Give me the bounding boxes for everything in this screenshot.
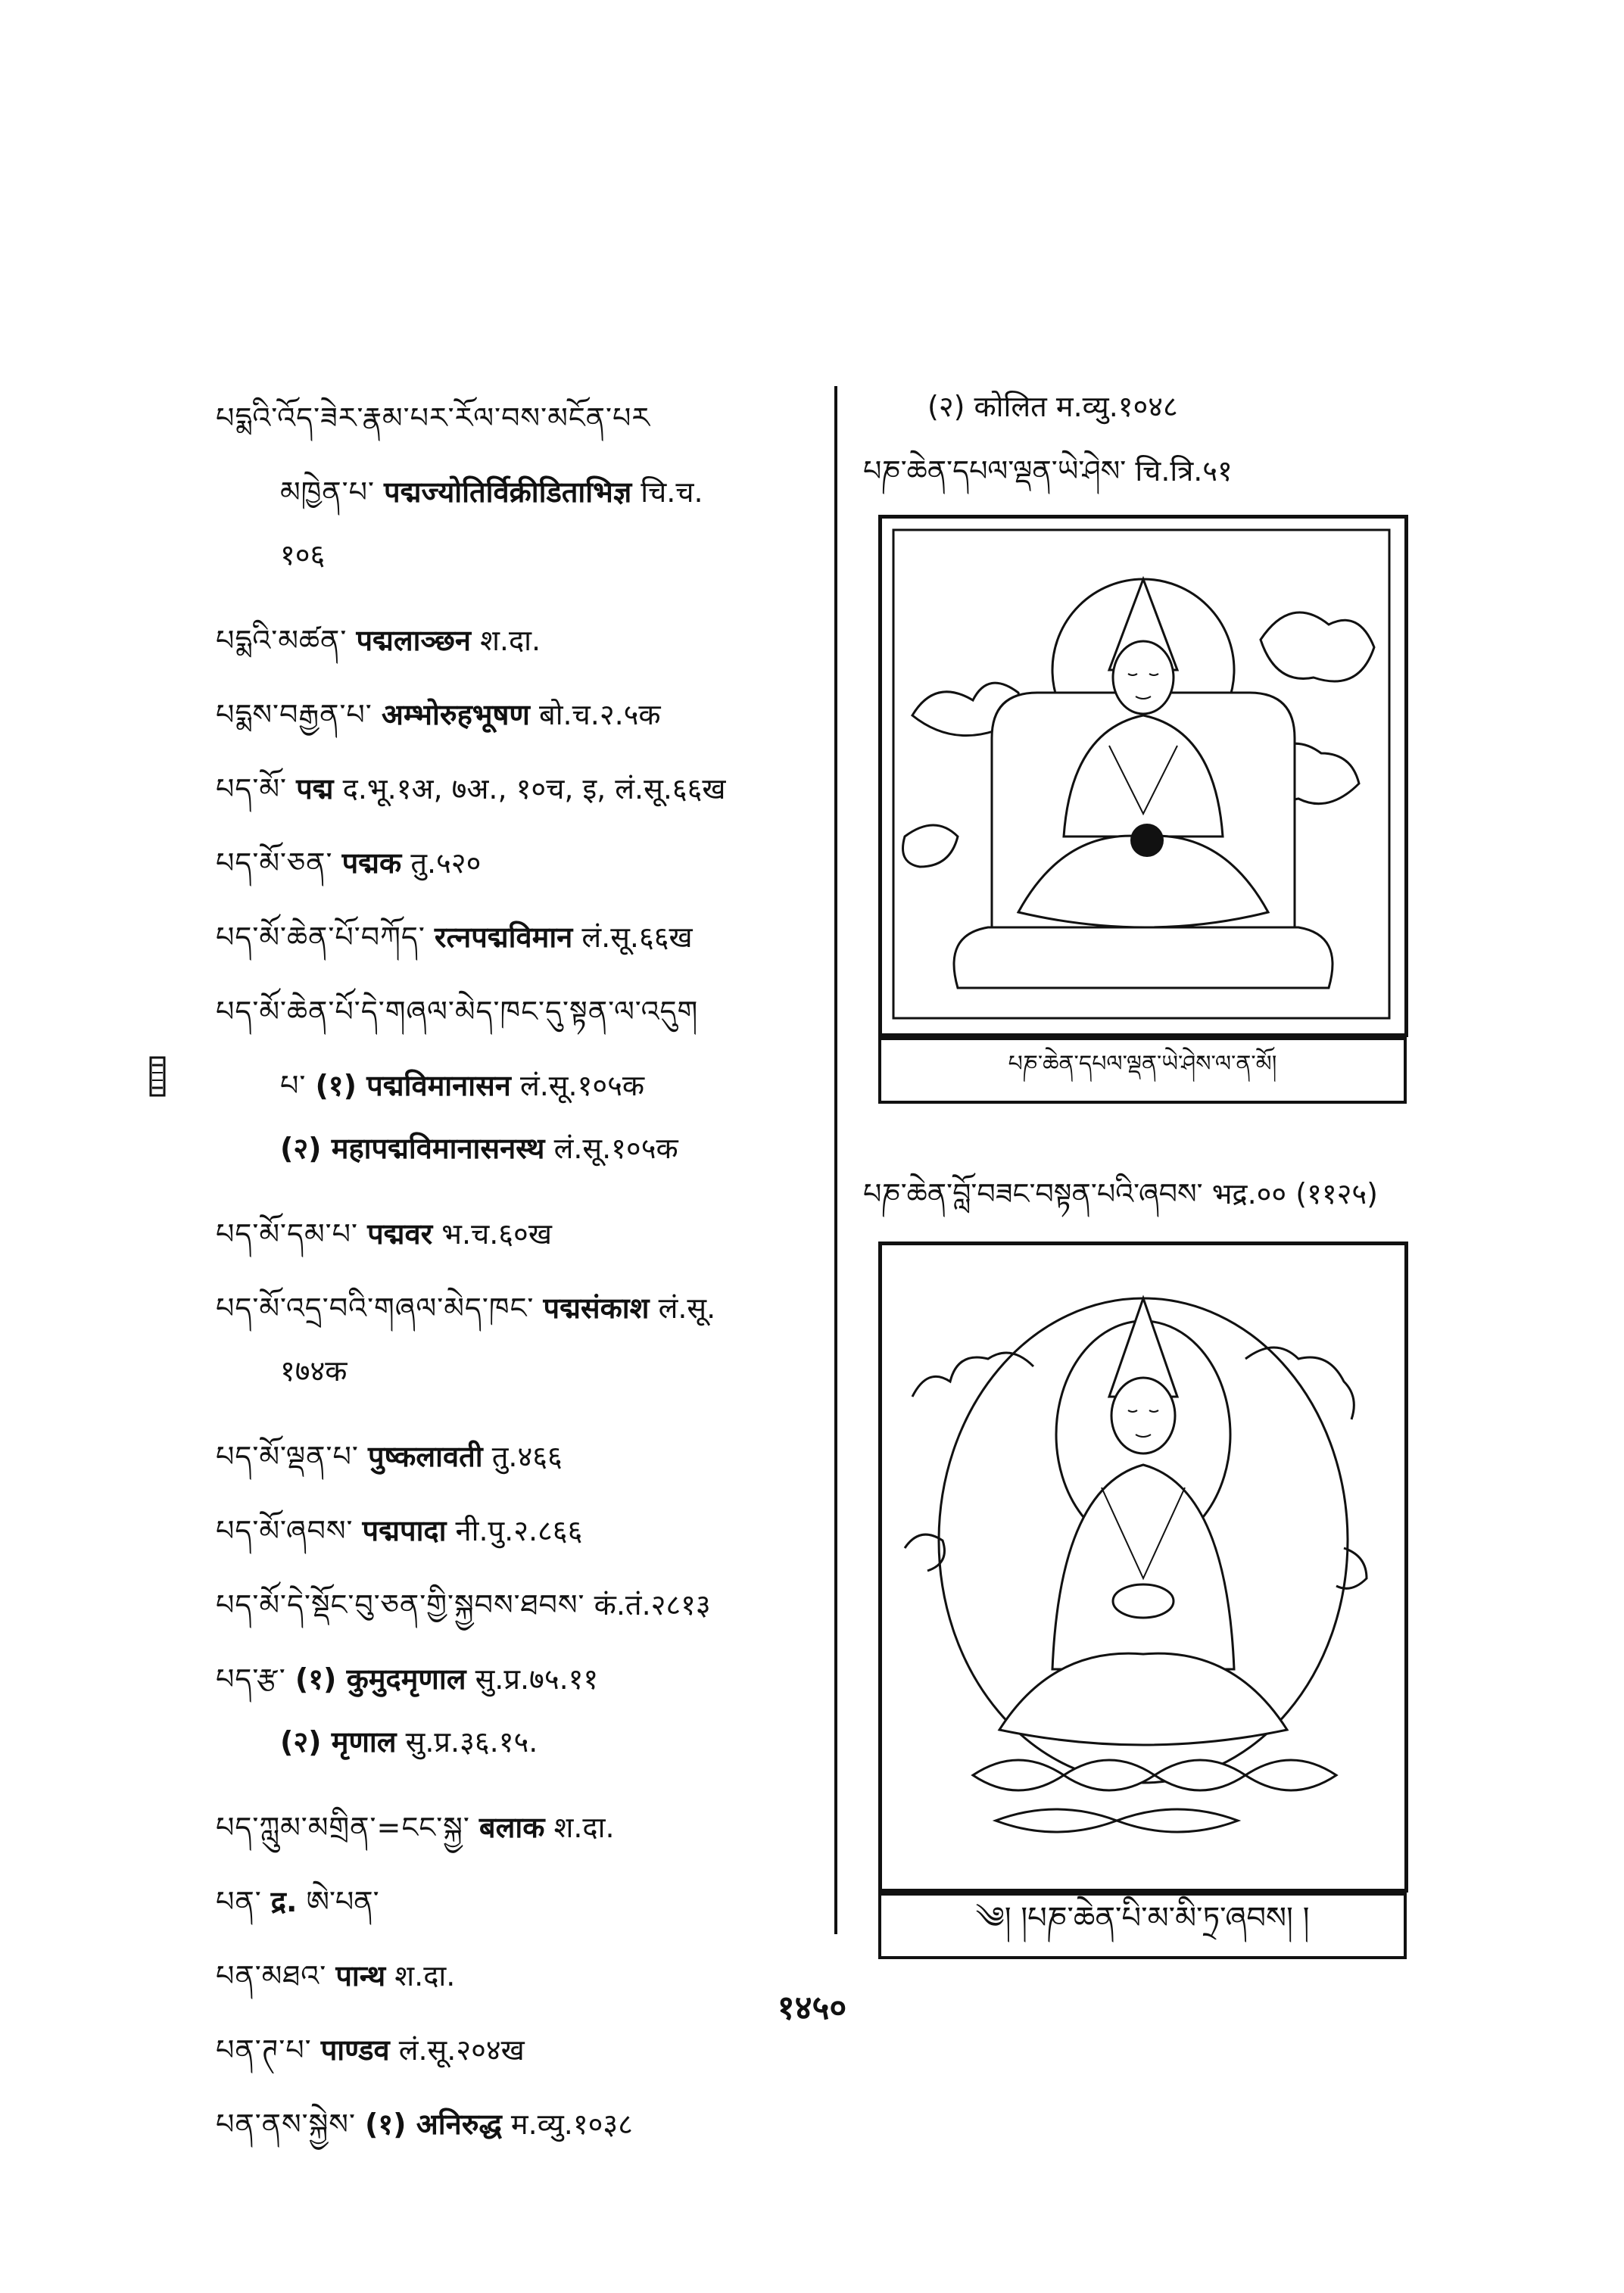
entry-tibetan: པན་ནས་སྐྱེས་ bbox=[216, 2108, 356, 2141]
entry-tibetan: པད་རྩ་ bbox=[216, 1662, 286, 1696]
entry-tibetan: པ་ bbox=[280, 1069, 307, 1102]
entry-sanskrit: पद्मवर bbox=[367, 1217, 433, 1251]
entry-reference: सु.प्र.३६.१५. bbox=[405, 1725, 538, 1759]
illustration-panchen-2 bbox=[878, 1242, 1408, 1893]
entry-reference: लं.सू. bbox=[658, 1291, 716, 1325]
caption-1-text: པཎ་ཆེན་དཔལ་ལྡན་ཡེ་ཤེས་ལ་ན་མོ། bbox=[1008, 1051, 1277, 1077]
entry-tibetan: པད་མོ་ལྡན་པ་ bbox=[216, 1440, 359, 1473]
dictionary-entry bbox=[216, 1796, 844, 1870]
entry-tibetan: པད་མོ་ཞབས་ bbox=[216, 1514, 354, 1547]
entry-tibetan: པན་མཐའ་ bbox=[216, 1959, 327, 1992]
entry-reference: लं.सू.२०४ख bbox=[398, 2033, 525, 2067]
entry-tibetan: པན་ཊ་པ་ bbox=[216, 2033, 312, 2067]
dictionary-entry bbox=[216, 1870, 844, 1944]
dictionary-entry bbox=[216, 1054, 844, 1128]
entry-reference: तु.४६६ bbox=[491, 1440, 563, 1473]
dictionary-entry bbox=[216, 2018, 844, 2092]
entry-sanskrit: पद्म bbox=[296, 772, 334, 805]
dictionary-entry bbox=[216, 980, 844, 1054]
dictionary-entry bbox=[216, 905, 844, 980]
dictionary-entry bbox=[216, 609, 844, 683]
entry-sanskrit: रत्नपद्मविमान bbox=[434, 921, 573, 954]
entry-sanskrit: पद्मक bbox=[341, 846, 402, 880]
entry-reference: कं.तं.२८१३ bbox=[594, 1588, 711, 1622]
right-line-2-tib: པཎ་ཆེན་དཔལ་ལྡན་ཡེ་ཤེས་ bbox=[863, 454, 1127, 488]
dictionary-entry bbox=[216, 2092, 844, 2167]
lama-figure-2 bbox=[882, 1245, 1404, 1889]
heading-2-tib: པཎ་ཆེན་བློ་བཟང་བསྟན་པའི་ཞབས་ bbox=[863, 1177, 1203, 1210]
entry-reference: श.दा. bbox=[480, 624, 541, 657]
column-divider bbox=[834, 386, 837, 1934]
illustration-panchen-1 bbox=[878, 515, 1408, 1037]
entry-tibetan: པན་ bbox=[216, 1885, 262, 1918]
entry-sanskrit: (२) महापद्मविमानासनस्थ bbox=[280, 1132, 545, 1165]
entry-reference: बो.च.२.५क bbox=[539, 698, 661, 731]
caption-2-text: ༄། །པཎ་ཆེན་པི་མ་མི་ཏྲ་ཞབས། ། bbox=[975, 1900, 1310, 1936]
entry-reference: १७४क bbox=[280, 1354, 348, 1388]
dictionary-left-column bbox=[216, 386, 844, 2167]
dictionary-entry bbox=[216, 1573, 844, 1647]
illustration-caption-2 bbox=[878, 1893, 1407, 1959]
entry-sanskrit: अम्भोरुहभूषण bbox=[381, 698, 530, 731]
dictionary-entry bbox=[216, 831, 844, 905]
entry-sanskrit: पुष्कलावती bbox=[367, 1440, 483, 1473]
lama-figure-1 bbox=[882, 519, 1404, 1033]
heading-2-ref: भद्र.०० (११२५) bbox=[1211, 1177, 1378, 1210]
illustration-2-heading bbox=[863, 1162, 1378, 1243]
entry-reference: १०६ bbox=[280, 538, 326, 572]
entry-reference: द.भू.१अ, ७अ., १०च, इ, लं.सू.६६ख bbox=[342, 772, 726, 805]
right-line-2 bbox=[863, 439, 1469, 492]
entry-reference: श.दा. bbox=[553, 1811, 615, 1844]
entry-tibetan: པདྨས་བརྒྱན་པ་ bbox=[216, 698, 372, 731]
entry-sanskrit: पाण्डव bbox=[320, 2033, 390, 2067]
entry-sanskrit: (१) अनिरुद्ध bbox=[365, 2108, 502, 2141]
entry-reference: श.दा. bbox=[394, 1959, 456, 1992]
dictionary-entry bbox=[216, 386, 844, 460]
entry-reference: ཨེ་པན་ bbox=[306, 1885, 379, 1918]
entry-sanskrit: पान्थ bbox=[335, 1959, 386, 1992]
page-number: १४५० bbox=[777, 1989, 847, 2027]
dictionary-entry bbox=[216, 1721, 844, 1796]
entry-sanskrit: पद्मज्योतिर्विक्रीडिताभिज्ञ bbox=[384, 475, 632, 509]
entry-reference: नी.पु.२.८६६ bbox=[455, 1514, 583, 1547]
right-line-1: (२) कोलित म.व्यु.१०४८ bbox=[927, 390, 1178, 423]
entry-reference: लं.सू.६६ख bbox=[581, 921, 693, 954]
entry-tibetan: པད་མོ་དམ་པ་ bbox=[216, 1217, 358, 1251]
entry-reference: म.व्यु.१०३८ bbox=[510, 2108, 633, 2141]
right-column bbox=[863, 386, 1469, 492]
entry-sanskrit: (१) पद्मविमानासन bbox=[315, 1069, 511, 1102]
right-line-2-ref: चि.त्रि.५१ bbox=[1135, 454, 1233, 488]
entry-tibetan: པད་མོ་ bbox=[216, 772, 287, 805]
entry-sanskrit: (१) कुमुदमृणाल bbox=[295, 1662, 466, 1696]
entry-tibetan: པད་མོ་ཅན་ bbox=[216, 846, 333, 880]
entry-reference: चि.च. bbox=[641, 475, 703, 509]
dictionary-entry bbox=[216, 460, 844, 534]
illustration-caption-1 bbox=[878, 1037, 1407, 1104]
entry-sanskrit: द्र. bbox=[270, 1885, 298, 1918]
entry-reference: तु.५२० bbox=[410, 846, 482, 880]
entry-tibetan: མཁྱེན་པ་ bbox=[280, 475, 375, 509]
entry-sanskrit: पद्मपादा bbox=[362, 1514, 447, 1547]
entry-tibetan: པདྨའི་མཚན་ bbox=[216, 624, 348, 657]
entry-reference: लं.सू.१०५क bbox=[519, 1069, 645, 1102]
entry-sanskrit: पद्मसंकाश bbox=[543, 1291, 650, 1325]
dictionary-entry bbox=[216, 1276, 844, 1351]
entry-tibetan: པད་མོ་ཆེན་པོ་དེ་གཞལ་མེད་ཁང་དུ་སྟན་ལ་འདུག bbox=[216, 995, 699, 1028]
entry-reference: सु.प्र.७५.११ bbox=[475, 1662, 599, 1696]
entry-tibetan: པད་མོ་འདྲ་བའི་གཞལ་མེད་ཁང་ bbox=[216, 1291, 535, 1325]
dictionary-entry bbox=[216, 1499, 844, 1573]
entry-tibetan: པད་ཀླུམ་མགྲིན་=ངང་སྐྱ་ bbox=[216, 1811, 470, 1844]
dictionary-entry bbox=[216, 757, 844, 831]
margin-mark bbox=[149, 1056, 166, 1097]
entry-reference: लं.सू.१०५क bbox=[553, 1132, 678, 1165]
dictionary-entry bbox=[216, 1128, 844, 1202]
entry-sanskrit: बलाक bbox=[478, 1811, 545, 1844]
entry-tibetan: པད་མོ་ཆེན་པོ་བཀོད་ bbox=[216, 921, 425, 954]
entry-sanskrit: पद्मलाञ्छन bbox=[356, 624, 471, 657]
entry-tibetan: པདྨའི་འོད་ཟེར་རྣམ་པར་རོལ་བས་མངོན་པར bbox=[216, 401, 651, 435]
entry-reference: भ.च.६०ख bbox=[441, 1217, 552, 1251]
dictionary-entry bbox=[216, 1425, 844, 1499]
entry-sanskrit: (२) मृणाल bbox=[280, 1725, 397, 1759]
dictionary-entry bbox=[216, 683, 844, 757]
dictionary-entry bbox=[216, 1202, 844, 1276]
entry-tibetan: པད་མོ་དེ་སྡོང་བུ་ཅན་གྱི་སྐྱབས་ཐབས་ bbox=[216, 1588, 585, 1622]
dictionary-entry bbox=[216, 1351, 844, 1425]
dictionary-entry bbox=[216, 534, 844, 609]
dictionary-entry bbox=[216, 1647, 844, 1721]
